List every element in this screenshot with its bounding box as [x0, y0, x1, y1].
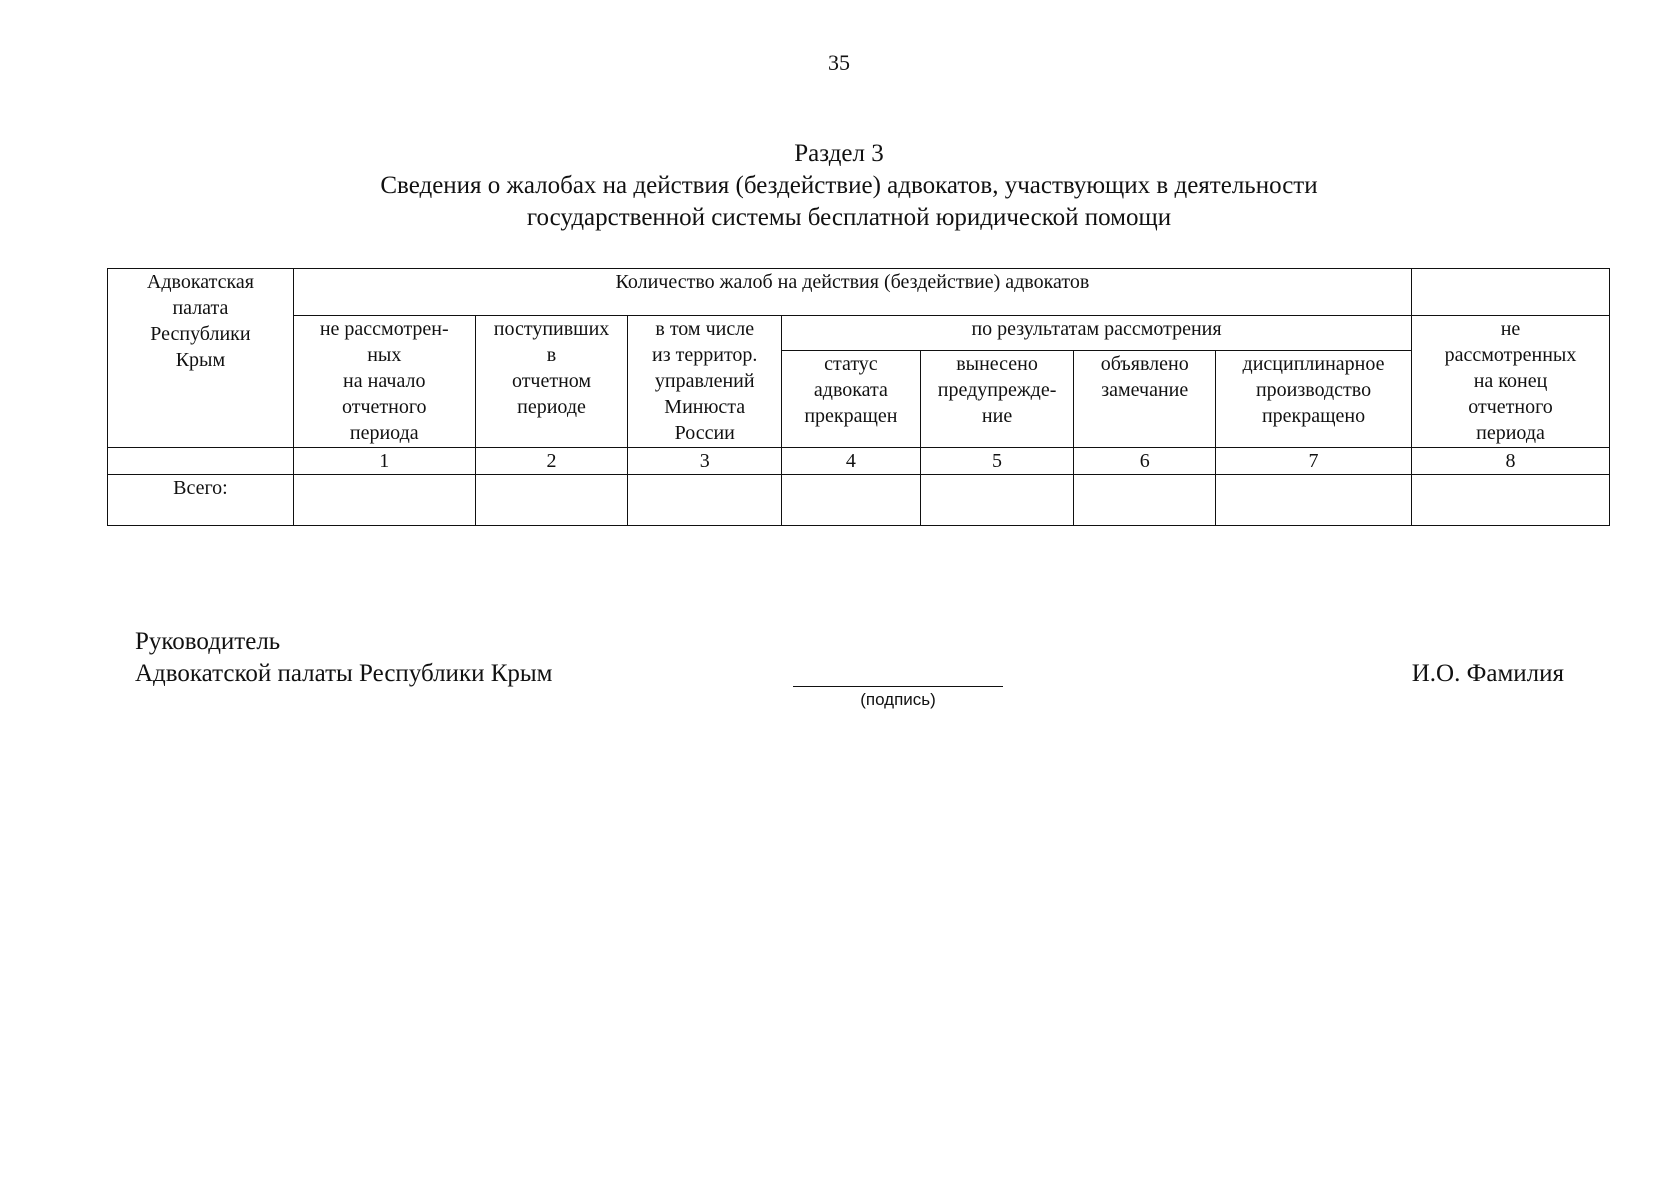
column-number: 3 — [628, 448, 782, 475]
col3-header: в том числе из территор. управлений Минюста России — [628, 316, 782, 448]
column-number: 5 — [920, 448, 1074, 475]
total-cell — [1074, 475, 1216, 526]
page-number: 35 — [828, 50, 850, 75]
col5-header: вынесено предупрежде- ние — [920, 351, 1074, 448]
total-label: Всего: — [108, 475, 294, 526]
total-cell — [475, 475, 628, 526]
total-cell — [1412, 475, 1610, 526]
section-subtitle-line1: Сведения о жалобах на действия (бездействие) адвокатов, участвующих в деятельности — [380, 172, 1318, 199]
results-header: по результатам рассмотрения — [782, 316, 1412, 351]
empty-header-cell — [1412, 269, 1610, 316]
col1-header: не рассмотрен- ных на начало отчетного периода — [293, 316, 475, 448]
column-number-row — [108, 448, 1610, 475]
col6-header: объявлено замечание — [1074, 351, 1216, 448]
section-heading — [0, 138, 1678, 234]
signatory-title: Руководитель — [135, 628, 281, 655]
col4-header: статус адвоката прекращен — [782, 351, 921, 448]
total-cell — [1216, 475, 1412, 526]
col7-header: дисциплинарное производство прекращено — [1216, 351, 1412, 448]
col8-header: не рассмотренных на конец отчетного периода — [1412, 316, 1610, 448]
signatory-name: И.О. Фамилия — [1411, 660, 1564, 687]
complaints-table — [107, 268, 1610, 526]
section-title: Раздел 3 — [794, 140, 884, 167]
total-cell — [293, 475, 475, 526]
total-row — [108, 475, 1610, 526]
col2-header: поступивших в отчетном периоде — [475, 316, 628, 448]
section-subtitle-line2: государственной системы бесплатной юридической помощи — [526, 204, 1172, 231]
total-cell — [782, 475, 921, 526]
total-cell — [628, 475, 782, 526]
signature-line — [793, 686, 1003, 687]
column-number: 4 — [782, 448, 921, 475]
complaints-group-header: Количество жалоб на действия (бездействие) адвокатов — [293, 269, 1411, 316]
column-number-empty — [108, 448, 294, 475]
signatory-organization: Адвокатской палаты Республики Крым — [135, 660, 553, 687]
total-cell — [920, 475, 1074, 526]
column-number: 7 — [1216, 448, 1412, 475]
column-number: 6 — [1074, 448, 1216, 475]
signatory-block — [135, 626, 553, 690]
column-number: 8 — [1412, 448, 1610, 475]
column-number: 1 — [293, 448, 475, 475]
column-number: 2 — [475, 448, 628, 475]
region-header: Адвокатская палата Республики Крым — [108, 269, 294, 448]
signature-caption: (подпись) — [860, 690, 936, 709]
